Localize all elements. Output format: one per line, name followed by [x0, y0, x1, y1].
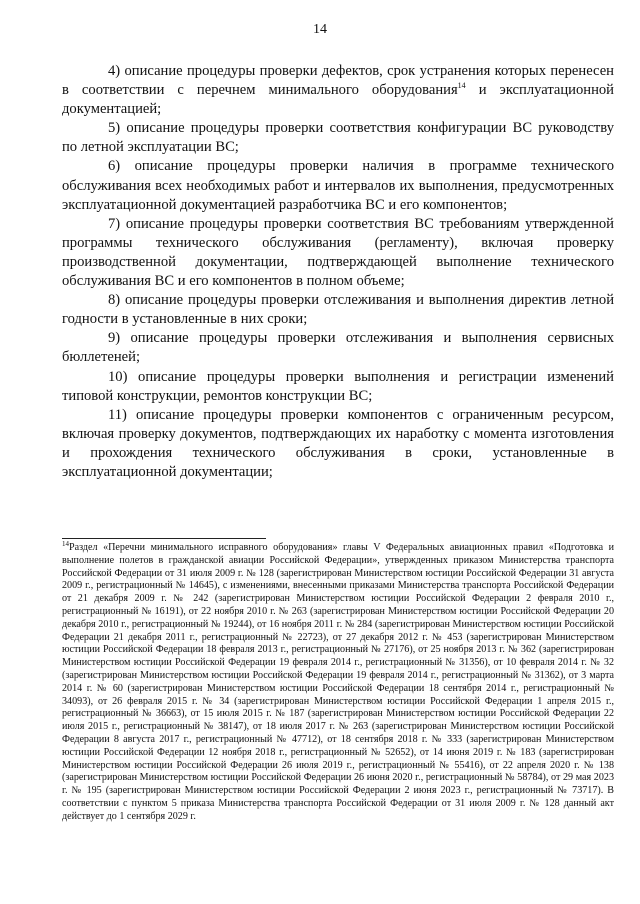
list-item-6: 6) описание процедуры проверки наличия в программе технического обслуживания всех необходимых работ и интервалов их выполнения, предусмотренных эксплуатационной документацией разработчика ВС и его компонентов; — [62, 158, 614, 213]
list-item-5: 5) описание процедуры проверки соответствия конфигурации ВС руководству по летной эксплуатации ВС; — [62, 120, 614, 156]
list-item-11: 11) описание процедуры проверки компонентов с ограниченным ресурсом, включая проверку документов, подтверждающих их наработку с момента изготовления и прохождения технического обслуживания в сроки, установленные в эксплуатационной документации; — [62, 406, 614, 480]
footnote-separator — [62, 538, 266, 539]
list-item-4-text: 4) описание процедуры проверки дефектов, срок устранения которых перенесен в соответствии с перечнем минимального оборудования — [62, 63, 614, 99]
footnote-text: Раздел «Перечни минимального исправного оборудования» главы V Федеральных авиационных правил «Подготовка и выполнение полетов в гражданской авиации Российской Федерации», утвержденных приказом Министерства транспорта Российской Федерации от 31 июля 2009 г. № 128 (зарегистрирован Министерством юстиции Российской Федерации 31 августа 2009 г., регистрационный № 14645), с изменениями, внесенными приказами Министерства транспорта Российской Федерации от 21 декабря 2009 г. № 242 (зарегистрирован Министерством юстиции Российской Федерации 2 февраля 2010 г., регистрационный № 16191), от 22 ноября 2010 г. № 263 (зарегистрирован Министерством юстиции Российской Федерации 20 декабря 2010 г., регистрационный № 19244), от 16 ноября 2011 г. № 284 (зарегистрирован Министерством юстиции Российской Федерации 21 декабря 2011 г., регистрационный № 22723), от 27 декабря 2012 г. № 453 (зарегистрирован Министерством юстиции Российской Федерации 18 февраля 2013 г., регистрационный № 27176), от 25 ноября 2013 г. № 362 (зарегистрирован Министерством юстиции Российской Федерации 19 февраля 2014 г., регистрационный № 31356), от 10 февраля 2014 г. № 32 (зарегистрирован Министерством юстиции Российской Федерации 19 февраля 2014 г., регистрационный № 31362), от 3 марта 2014 г. № 60 (зарегистрирован Министерством юстиции Российской Федерации 18 сентября 2014 г., регистрационный № 34093), от 26 февраля 2015 г. № 34 (зарегистрирован Министерством юстиции Российской Федерации 1 апреля 2015 г., регистрационный № 36663), от 15 июля 2015 г. № 187 (зарегистрирован Министерством юстиции Российской Федерации 22 июля 2015 г., регистрационный № 38147), от 18 июля 2017 г. № 263 (зарегистрирован Министерством юстиции Российской Федерации 8 августа 2017 г., регистрационный № 47712), от 18 сентября 2018 г. № 333 (зарегистрирован Министерством юстиции Российской Федерации 12 ноября 2018 г., регистрационный № 52652), от 14 июня 2019 г. № 183 (зарегистрирован Министерством юстиции Российской Федерации 26 июля 2019 г., регистрационный № 55416), от 22 апреля 2020 г. № 138 (зарегистрирован Министерством юстиции Российской Федерации 26 июня 2020 г., регистрационный № 58784), от 29 мая 2023 г. № 195 (зарегистрирован Министерством юстиции Российской Федерации 2 июня 2023 г., регистрационный № 73717). В соответствии с пунктом 5 приказа Министерства транспорта Российской Федерации от 31 июля 2009 г. № 128 данный акт действует до 1 сентября 2029 г. — [62, 542, 614, 822]
footnote-mark: 14 — [62, 540, 69, 548]
footnote — [62, 542, 614, 824]
list-item-10: 10) описание процедуры проверки выполнения и регистрации изменений типовой конструкции, ремонтов конструкции ВС; — [62, 368, 614, 404]
list-item-8: 8) описание процедуры проверки отслеживания и выполнения директив летной годности в установленные в них сроки; — [62, 292, 614, 328]
document-body — [62, 62, 614, 482]
page-number: 14 — [313, 22, 327, 37]
list-item-7: 7) описание процедуры проверки соответствия ВС требованиям утвержденной программы технического обслуживания (регламенту), включая проверку производственной документации, подтверждающей выполнение технического обслуживания ВС и его компонентов в полном объеме; — [62, 215, 614, 290]
list-item-9: 9) описание процедуры проверки отслеживания и выполнения сервисных бюллетеней; — [62, 330, 614, 366]
list-item-4-tail: и эксплуатационной документацией; — [62, 82, 614, 118]
footnote-reference[interactable]: 14 — [457, 81, 466, 91]
list-item-4 — [62, 62, 614, 119]
